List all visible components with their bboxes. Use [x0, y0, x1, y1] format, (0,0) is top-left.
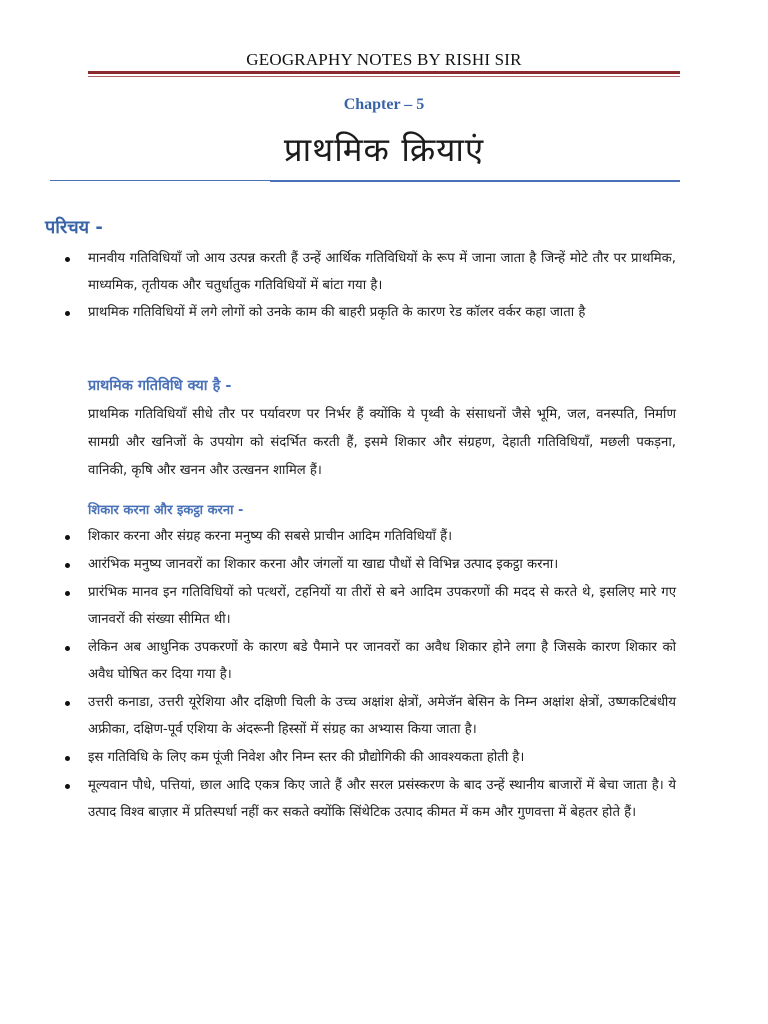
list-item: [64, 744, 676, 771]
bullet-icon: [65, 563, 70, 568]
section-heading-hunting: शिकार करना और इकट्ठा करना -: [88, 503, 244, 518]
hunting-bullet-list: [64, 523, 676, 827]
list-item-text: लेकिन अब आधुनिक उपकरणों के कारण बडे पैमाने पर जानवरों का अवैध शिकार होने लगा है जिसके कारण शिकार को अवैध घोषित कर दिया गया है।: [88, 640, 677, 682]
list-item: [64, 551, 676, 578]
bullet-icon: [65, 591, 70, 596]
list-item: [64, 299, 676, 326]
header-divider-thin: [88, 76, 680, 77]
title-divider-right: [270, 180, 680, 182]
list-item: [64, 579, 676, 633]
list-item-text: मूल्यवान पौधे, पत्तियां, छाल आदि एकत्र किए जाते हैं और सरल प्रसंस्करण के बाद उन्हें स्थानीय बाजारों में बेचा जाता है। ये उत्पाद विश्व बाज़ार में प्रतिस्पर्धा नहीं कर सकते क्योंकि सिंथेटिक उत्पाद कीमत में कम और गुणवत्ता में बेहतर होते हैं।: [88, 778, 676, 820]
section-heading-intro: परिचय -: [45, 217, 103, 238]
title-divider-left: [50, 180, 275, 181]
list-item: [64, 689, 676, 743]
bullet-icon: [65, 646, 70, 651]
bullet-icon: [65, 756, 70, 761]
bullet-icon: [65, 784, 70, 789]
list-item-text: शिकार करना और संग्रह करना मनुष्य की सबसे प्राचीन आदिम गतिविधियाँ हैं।: [88, 529, 453, 544]
list-item: [64, 245, 676, 299]
header-divider: [88, 71, 680, 74]
list-item: [64, 523, 676, 550]
bullet-icon: [65, 701, 70, 706]
page-title: प्राथमिक क्रियाएं: [283, 130, 485, 169]
bullet-icon: [65, 257, 70, 262]
list-item-text: प्राथमिक गतिविधियों में लगे लोगों को उनके काम की बाहरी प्रकृति के कारण रेड कॉलर वर्कर कहा जाता है: [88, 305, 586, 320]
list-item-text: इस गतिविधि के लिए कम पूंजी निवेश और निम्न स्तर की प्रौद्योगिकी की आवश्यकता होती है।: [88, 750, 525, 765]
bullet-icon: [65, 311, 70, 316]
section-heading-primary: प्राथमिक गतिविधि क्या है -: [88, 378, 232, 394]
chapter-label: Chapter – 5: [343, 96, 425, 113]
list-item: [64, 634, 676, 688]
list-item-text: आरंभिक मनुष्य जानवरों का शिकार करना और जंगलों या खाद्य पौधों से विभिन्न उत्पाद इकट्ठा करना।: [88, 557, 559, 572]
list-item: [64, 772, 676, 826]
header-title: GEOGRAPHY NOTES BY RISHI SIR: [246, 50, 522, 69]
list-item-text: मानवीय गतिविधियाँ जो आय उत्पन्न करती हैं उन्हें आर्थिक गतिविधियों के रूप में जाना जाता है जिन्हें मोटे तौर पर प्राथमिक, माध्यमिक, तृतीयक और चतुर्धातुक गतिविधियों में बांटा गया है।: [88, 251, 676, 293]
bullet-icon: [65, 535, 70, 540]
intro-bullet-list: [64, 245, 676, 326]
list-item-text: उत्तरी कनाडा, उत्तरी यूरेशिया और दक्षिणी चिली के उच्च अक्षांश क्षेत्रों, अमेजॅन बेसिन के निम्न अक्षांश क्षेत्रों, उष्णकटिबंधीय अफ्रीका, दक्षिण-पूर्व एशिया के अंदरूनी हिस्सों में संग्रह का अभ्यास किया जाता है।: [88, 695, 676, 737]
primary-paragraph: प्राथमिक गतिविधियाँ सीधे तौर पर पर्यावरण पर निर्भर हैं क्योंकि ये पृथ्वी के संसाधनों जैसे भूमि, जल, वनस्पति, निर्माण सामग्री और खनिजों के उपयोग को संदर्भित करती हैं, इसमे शिकार और संग्रहण, देहाती गतिविधियाँ, मछली पकड़ना, वानिकी, कृषि और खनन और उत्खनन शामिल हैं।: [88, 407, 676, 478]
list-item-text: प्रारंभिक मानव इन गतिविधियों को पत्थरों, टहनियों या तीरों से बने आदिम उपकरणों की मदद से करते थे, इसलिए मारे गए जानवरों की संख्या सीमित थी।: [88, 585, 676, 627]
